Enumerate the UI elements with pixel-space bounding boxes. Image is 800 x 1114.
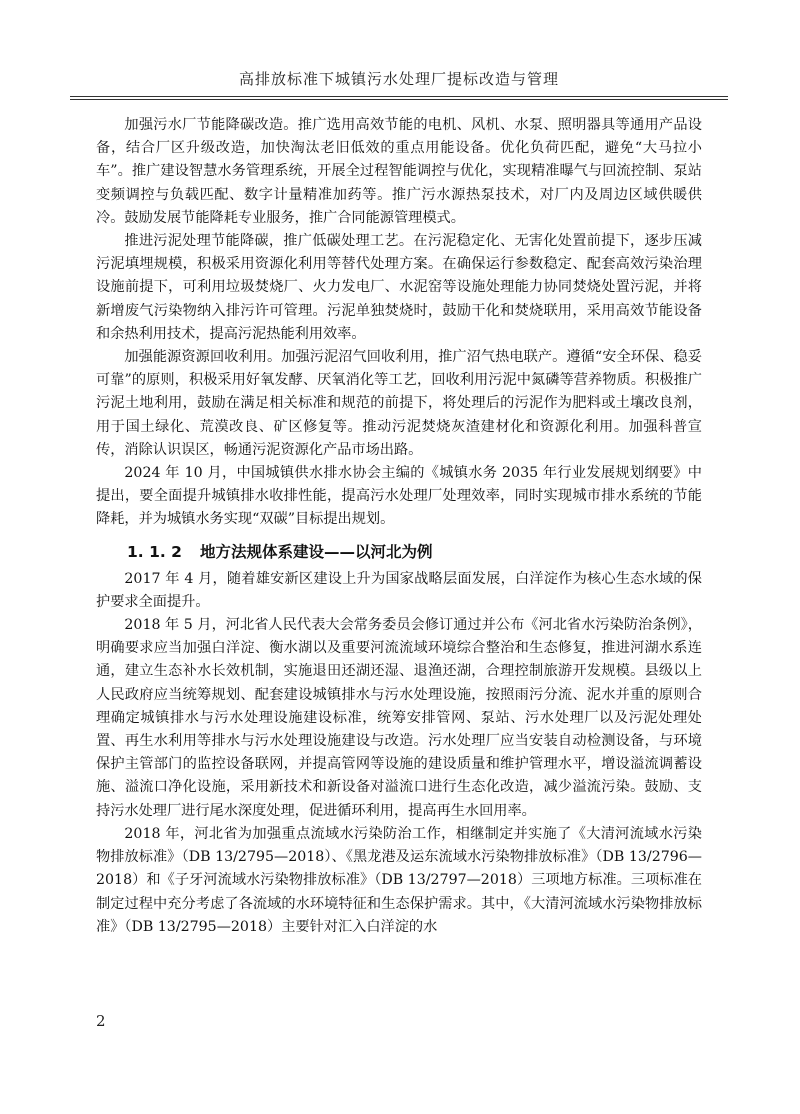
paragraph-2035-plan: 2024 年 10 月，中国城镇供水排水协会主编的《城镇水务 2035 年行业发展规划纲要》中提出，要全面提升城镇排水收排性能，提高污水处理厂处理效率，同时实现城市排水系统的节能降耗，并为城镇水务实现“双碳”目标提出规划。: [96, 465, 702, 528]
paragraph-basin-standards: 2018 年，河北省为加强重点流域水污染防治工作，相继制定并实施了《大清河流域水污染物排放标准》（DB 13/2795—2018）、《黑龙港及运东流域水污染物排放标准》（DB 13/2796—2018）和《子牙河流域水污染物排放标准》（DB 13/2797—2018）三项地方标准。三项标准在制定过程中充分考虑了各流域的水环境特征和生态保护需求。其中，《大清河流域水污染物排放标准》（DB 13/2795—2018）主要针对汇入白洋淀的水: [96, 825, 702, 935]
section-heading: [127, 540, 702, 564]
paragraph-sludge-treatment: 推进污泥处理节能降碳，推广低碳处理工艺。在污泥稳定化、无害化处置前提下，逐步压减污泥填埋规模，积极采用资源化利用等替代处理方案。在确保运行参数稳定、配套高效污染治理设施前提下，可利用垃圾焚烧厂、火力发电厂、水泥窑等设施处理能力协同焚烧处置污泥，并将新增废气污染物纳入排污许可管理。污泥单独焚烧时，鼓励干化和焚烧联用，采用高效节能设备和余热利用技术，提高污泥热能利用效率。: [96, 233, 702, 342]
header-rule-thin: [70, 99, 728, 100]
page-number: 2: [96, 1012, 106, 1030]
header-rule-thick: [70, 96, 728, 97]
paragraph-hebei-regulation: 2018 年 5 月，河北省人民代表大会常务委员会修订通过并公布《河北省水污染防治条例》，明确要求应当加强白洋淀、衡水湖以及重要河流流域环境综合整治和生态修复，推进河湖水系连通，建立生态补水长效机制，实施退田还湖还湿、退渔还湖，合理控制旅游开发规模。县级以上人民政府应当统筹规划、配套建设城镇排水与污水处理设施，按照雨污分流、泥水并重的原则合理确定城镇排水与污水处理设施建设标准，统筹安排管网、泵站、污水处理厂以及污泥处理处置、再生水利用等排水与污水处理设施建设与改造。污水处理厂应当安装自动检测设备，与环境保护主管部门的监控设备联网，并提高管网等设施的建设质量和维护管理水平，增设溢流调蓄设施、溢流口净化设施，采用新技术和新设备对溢流口进行生态化改造，减少溢流污染。鼓励、支持污水处理厂进行尾水深度处理，促进循环利用，提高再生水回用率。: [96, 617, 702, 819]
section-number: 1. 1. 2: [127, 542, 182, 561]
paragraph-xiongan: 2017 年 4 月，随着雄安新区建设上升为国家战略层面发展，白洋淀作为核心生态水域的保护要求全面提升。: [96, 570, 702, 610]
section-title: 地方法规体系建设——以河北为例: [199, 542, 433, 561]
paragraph-resource-recovery: 加强能源资源回收利用。加强污泥沼气回收利用，推广沼气热电联产。遵循“安全环保、稳妥可靠”的原则，积极采用好氧发酵、厌氧消化等工艺，回收利用污泥中氮磷等营养物质。积极推广污泥土地利用，鼓励在满足相关标准和规范的前提下，将处理后的污泥作为肥料或土壤改良剂，用于国土绿化、荒漠改良、矿区修复等。推动污泥焚烧灰渣建材化和资源化利用。加强科普宣传，消除认识误区，畅通污泥资源化产品市场出路。: [96, 349, 702, 458]
running-header: 高排放标准下城镇污水处理厂提标改造与管理: [238, 70, 559, 88]
body-text: [96, 114, 702, 939]
paragraph-energy-saving: 加强污水厂节能降碳改造。推广选用高效节能的电机、风机、水泵、照明器具等通用产品设备，结合厂区升级改造，加快淘汰老旧低效的重点用能设备。优化负荷匹配，避免“大马拉小车”。推广建设智慧水务管理系统，开展全过程智能调控与优化，实现精准曝气与回流控制、泵站变频调控与负载匹配、数字计量精准加药等。推广污水源热泵技术，对厂内及周边区域供暖供冷。鼓励发展节能降耗专业服务，推广合同能源管理模式。: [96, 117, 702, 226]
